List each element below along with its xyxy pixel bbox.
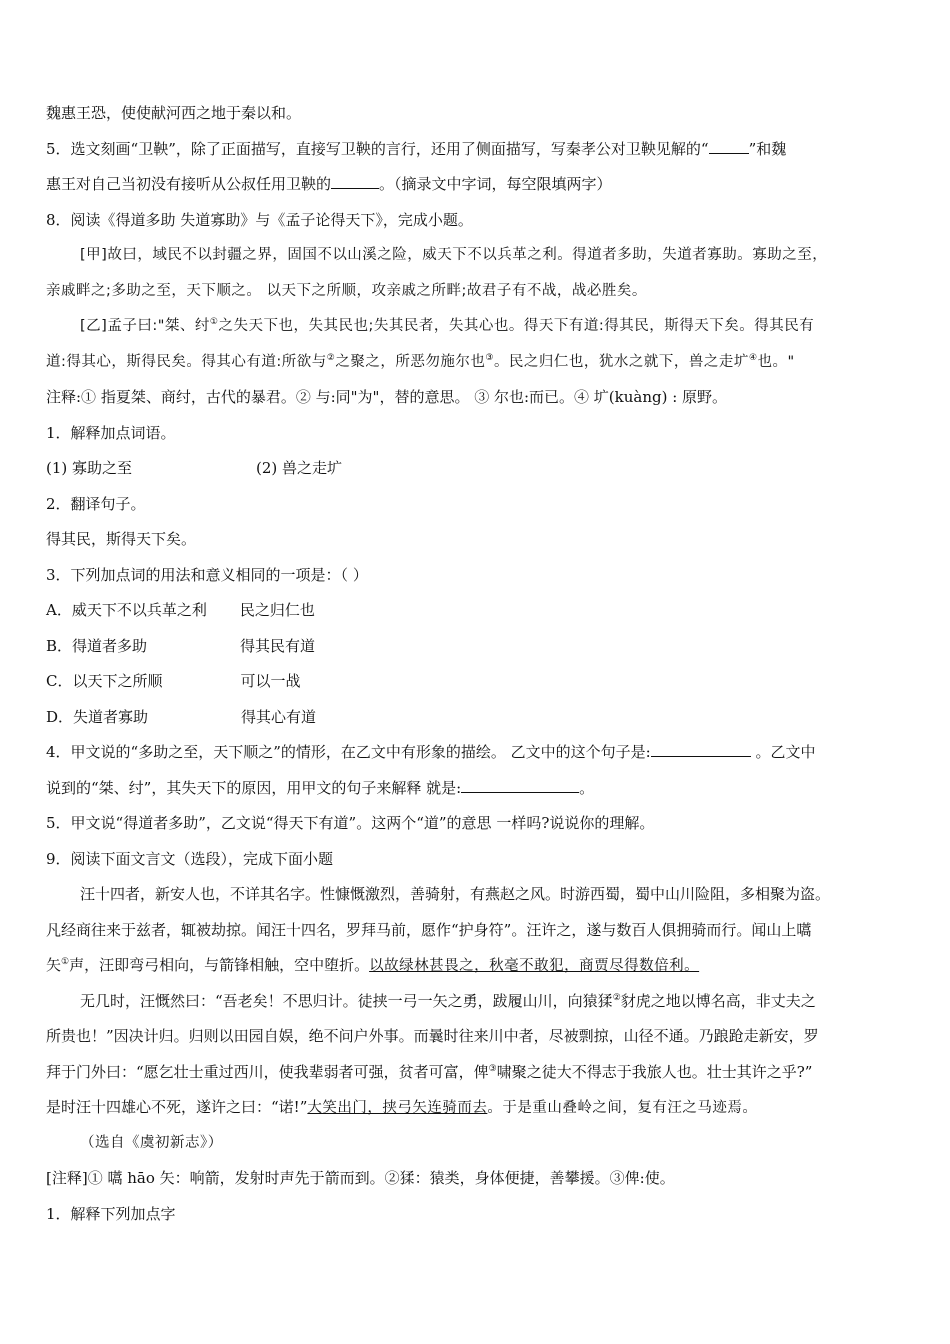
option-a[interactable] xyxy=(46,593,908,629)
text: 拜于门外曰：“愿乞壮士重过西川，使我辈弱者可强，贫者可富，俾 xyxy=(46,1062,489,1081)
text: 8．阅读《得道多助 失道寡助》与《孟子论得天下》，完成小题。 xyxy=(46,210,473,229)
answer-blank[interactable] xyxy=(331,170,379,189)
text: 。于是重山叠岭之间，复有汪之马迹焉。 xyxy=(487,1100,758,1116)
text: 。（摘录文中字词，每空限填两字） xyxy=(379,175,612,193)
passage-line xyxy=(46,913,908,949)
annotation xyxy=(46,1161,908,1197)
sub-question-3 xyxy=(46,558,908,594)
source-line xyxy=(46,1126,908,1162)
text: [乙]孟子曰:"桀、纣 xyxy=(80,318,210,334)
text: 所贵也！”因决计归。归则以田园自娱，绝不问户外事。而曩时往来川中者，尽被剽掠，山径不通。乃踉跄走新安，罗 xyxy=(46,1027,819,1045)
text: 5．甲文说“得道者多助”，乙文说“得天下有道”。这两个“道”的意思 一样吗?说说你的理解。 xyxy=(46,814,655,832)
document-page xyxy=(46,96,908,1232)
underlined-text: 大笑出门，挟弓矢连骑而去 xyxy=(307,1100,488,1116)
text: 道:得其心，斯得民矣。得其心有道:所欲与 xyxy=(46,353,327,370)
passage-jia xyxy=(46,238,908,274)
text: 也。" xyxy=(757,353,795,370)
answer-blank[interactable] xyxy=(709,135,749,154)
footnote-marker: ① xyxy=(61,957,70,967)
text: 说到的“桀、纣”，其失天下的原因，用甲文的句子来解释 就是: xyxy=(46,778,462,797)
text: 2．翻译句子。 xyxy=(46,494,146,513)
footnote-marker: ③ xyxy=(488,1063,497,1074)
question-8-heading xyxy=(46,203,908,239)
text: 声，汪即弯弓相向，与箭锋相触，空中堕折。 xyxy=(69,956,370,974)
answer-blank[interactable] xyxy=(461,774,579,793)
question-9-heading xyxy=(46,842,908,878)
footnote-marker: ② xyxy=(612,992,621,1003)
text: 。乙文中 xyxy=(750,743,816,761)
text: 亲戚畔之;多助之至，天下顺之。 以天下之所顺，攻亲戚之所畔;故君子有不战，战必胜矣。 xyxy=(46,282,647,299)
sub-question-4 xyxy=(46,735,908,771)
text: 之聚之，所恶勿施尔也 xyxy=(335,353,486,370)
text: 是时汪十四雄心不死，遂许之曰：“诺!” xyxy=(46,1098,308,1116)
text-line xyxy=(46,96,908,132)
option-text: 失道者寡助 xyxy=(73,707,149,726)
text: (1) 寡助之至 xyxy=(46,459,133,477)
text: 9．阅读下面文言文（选段），完成下面小题 xyxy=(46,849,334,868)
annotation xyxy=(46,380,908,416)
option-label: A． xyxy=(46,601,72,619)
text: 。民之归仁也，犹水之就下，兽之走圹 xyxy=(493,353,749,370)
option-c[interactable] xyxy=(46,664,908,700)
passage-yi xyxy=(46,309,908,345)
text: [甲]故曰，域民不以封疆之界，固国不以山溪之险，威天下不以兵革之利。得道者多助，失道者寡助。寡助之至， xyxy=(80,247,828,263)
footnote-marker: ① xyxy=(209,317,219,328)
underlined-text: 以故绿林甚畏之，秋毫不敢犯，商贾尽得数倍利。 xyxy=(369,958,700,974)
option-text: 威天下不以兵革之利 xyxy=(71,601,207,619)
text: 啸聚之徒大不得志于我旅人也。壮士其许之乎?” xyxy=(496,1062,813,1081)
option-d[interactable] xyxy=(46,700,908,736)
text: 5．选文刻画“卫鞅”，除了正面描写，直接写卫鞅的言行，还用了侧面描写，写秦孝公对卫鞅见解的“ xyxy=(46,139,709,158)
sub-question-2 xyxy=(46,487,908,523)
passage-line xyxy=(46,1055,908,1091)
option-label: D． xyxy=(46,707,74,726)
text: [注释]① 嚆 hāo 矢：响箭，发射时声先于箭而到。②猱：猿类，身体便捷，善攀援。③俾:使。 xyxy=(46,1169,675,1187)
passage-jia xyxy=(46,274,908,310)
text: (2) 兽之走圹 xyxy=(256,459,343,477)
text: 3．下列加点词的用法和意义相同的一项是：（ ） xyxy=(46,565,368,584)
option-text: 以天下之所顺 xyxy=(72,672,163,690)
text: 4．甲文说的“多助之至，天下顺之”的情形，在乙文中有形象的描绘。 乙文中的这个句子是: xyxy=(46,743,651,761)
text: 凡经商往来于兹者，辄被劫掠。闻汪十四名，罗拜马前，愿作“护身符”。汪许之，遂与数百人俱拥骑而行。闻山上嚆 xyxy=(46,920,812,939)
text: 矢 xyxy=(46,956,62,974)
passage-line xyxy=(46,1090,908,1126)
sub-question-4 xyxy=(46,771,908,807)
text: 惠王对自己当初没有接听从公叔任用卫鞅的 xyxy=(46,175,332,193)
answer-blank[interactable] xyxy=(651,738,751,757)
option-text: 得其心有道 xyxy=(241,707,317,726)
sub-question-1 xyxy=(46,416,908,452)
passage-yi xyxy=(46,345,908,381)
option-text: 可以一战 xyxy=(240,672,301,690)
passage-line xyxy=(46,1019,908,1055)
text: 1．解释加点词语。 xyxy=(46,423,176,442)
option-text: 得其民有道 xyxy=(240,636,316,655)
option-label: C． xyxy=(46,672,73,690)
text: 1．解释下列加点字 xyxy=(46,1204,176,1223)
option-b[interactable] xyxy=(46,629,908,665)
sub-question-1 xyxy=(46,1197,908,1233)
option-label: B． xyxy=(46,636,73,655)
text: 之失天下也，失其民也;失其民者，失其心也。得天下有道:得其民，斯得天下矣。得其民有 xyxy=(218,318,815,334)
sub-question-1-items xyxy=(46,451,908,487)
question-5-line xyxy=(46,132,908,168)
footnote-marker: ② xyxy=(326,352,336,363)
passage-line xyxy=(46,948,908,984)
passage-line xyxy=(46,984,908,1020)
passage-line xyxy=(46,877,908,913)
sub-question-2-text xyxy=(46,522,908,558)
text: （选自《虞初新志》） xyxy=(80,1134,223,1151)
text: 注释:① 指夏桀、商纣，古代的暴君。② 与:同"为"，替的意思。 ③ 尔也:而已。④ 圹(kuàng) : 原野。 xyxy=(46,388,728,406)
text: 得其民，斯得天下矣。 xyxy=(46,530,197,548)
option-text: 民之归仁也 xyxy=(239,601,315,619)
text: ”和魏 xyxy=(748,139,787,158)
sub-question-5 xyxy=(46,806,908,842)
text-line xyxy=(46,167,908,203)
option-text: 得道者多助 xyxy=(72,636,148,655)
text: 豺虎之地以博名高，非丈夫之 xyxy=(620,991,816,1010)
text: 无几时，汪慨然曰：“吾老矣！不思归计。徒挟一弓一矢之勇，跋履山川，向猿猱 xyxy=(80,991,613,1010)
text: 。 xyxy=(579,778,595,797)
text: 魏惠王恐，使使献河西之地于秦以和。 xyxy=(46,104,302,122)
footnote-marker: ③ xyxy=(485,352,494,363)
footnote-marker: ④ xyxy=(748,352,758,363)
text: 汪十四者，新安人也，不详其名字。性慷慨激烈，善骑射，有燕赵之风。时游西蜀，蜀中山川险阻，多相聚为盗。 xyxy=(80,885,831,903)
